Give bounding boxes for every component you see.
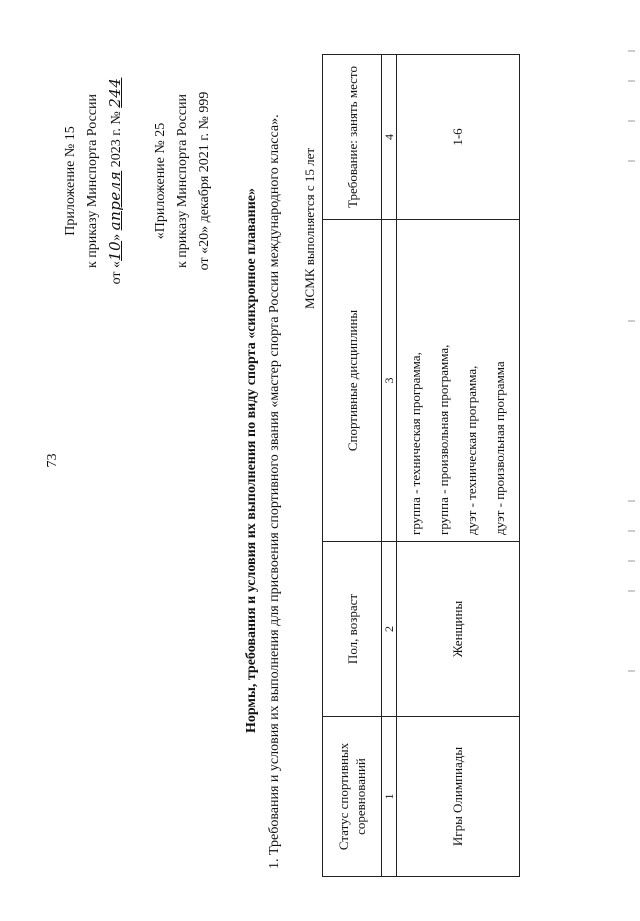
column-number: 1 bbox=[382, 717, 397, 877]
annex-current-order: к приказу Минспорта России bbox=[85, 94, 100, 268]
handwritten-order-number: 244 bbox=[106, 77, 124, 108]
document-title: Нормы, требования и условия их выполнения по виду спорта «синхронное плавание» bbox=[244, 187, 259, 734]
scan-edge-marks bbox=[628, 0, 636, 921]
page-number: 73 bbox=[45, 453, 60, 468]
table-column-numbers-row bbox=[382, 55, 397, 877]
discipline-item: дуэт - техническая программа, bbox=[464, 365, 479, 535]
column-number: 4 bbox=[382, 55, 397, 220]
discipline-item: дуэт - произвольная программа bbox=[492, 361, 507, 535]
annex-current-title: Приложение № 15 bbox=[63, 126, 78, 236]
header-competition-status: Статус спортивных соревнований bbox=[323, 717, 382, 877]
annex-previous-block bbox=[150, 16, 216, 346]
annex-date-mid1: » bbox=[109, 230, 124, 241]
table-row bbox=[397, 55, 520, 877]
header-sex-age: Пол, возраст bbox=[323, 542, 382, 717]
annex-previous-order: к приказу Минспорта России bbox=[175, 94, 190, 268]
table-header-row bbox=[323, 55, 382, 877]
section-heading: 1. Требования и условия их выполнения для присвоения спортивного звания «мастер спорта России международного класса». bbox=[267, 114, 282, 869]
discipline-item: группа - техническая программа, bbox=[408, 352, 423, 535]
annex-previous-date: от «20» декабря 2021 г. № 999 bbox=[197, 91, 212, 271]
msmk-age-note: МСМК выполняется с 15 лет bbox=[302, 147, 317, 309]
cell-disciplines bbox=[397, 220, 520, 542]
header-place-requirement: Требование: занять место bbox=[323, 55, 382, 220]
annex-current-date-line bbox=[104, 16, 128, 346]
discipline-item: группа - произвольная программа, bbox=[436, 344, 451, 535]
annex-current-block bbox=[60, 16, 128, 346]
cell-place: 1-6 bbox=[397, 55, 520, 220]
header-disciplines: Спортивные дисциплины bbox=[323, 220, 382, 542]
column-number: 3 bbox=[382, 220, 397, 542]
column-number: 2 bbox=[382, 542, 397, 717]
annex-date-mid2: 2023 г. № bbox=[109, 107, 124, 171]
norms-table bbox=[322, 54, 520, 877]
cell-competition-status: Игры Олимпиады bbox=[397, 717, 520, 877]
handwritten-day: 10 bbox=[106, 240, 124, 261]
cell-sex-age: Женщины bbox=[397, 542, 520, 717]
annex-previous-title: «Приложение № 25 bbox=[153, 122, 168, 240]
annex-date-prefix: от « bbox=[109, 260, 124, 285]
handwritten-month: апреля bbox=[106, 170, 124, 231]
